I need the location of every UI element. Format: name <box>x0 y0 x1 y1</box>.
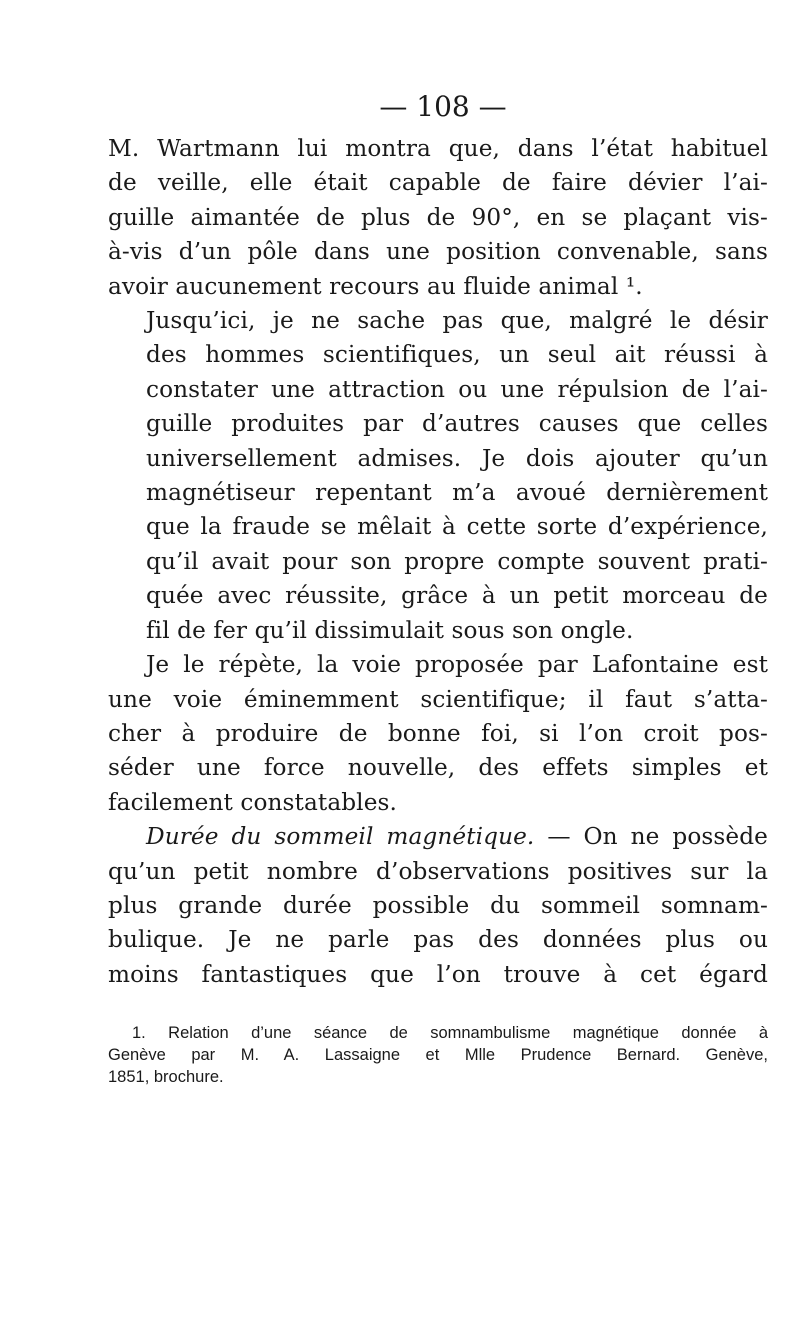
text-line: à-vis d’un pôle dans une position convenable, sans <box>108 238 768 266</box>
text-line: qu’il avait pour son propre compte souvent prati- <box>146 547 768 575</box>
document-page <box>108 88 768 1088</box>
text-line: M. Wartmann lui montra que, dans l’état habituel <box>108 135 768 162</box>
footnote <box>108 1022 768 1088</box>
text-line-with-heading <box>108 820 768 854</box>
text-line: facilement constatables. <box>108 788 397 816</box>
text-line: magnétiseur repentant m’a avoué dernièrement <box>146 479 768 507</box>
text-line: Jusqu’ici, je ne sache pas que, malgré le désir <box>146 307 768 335</box>
paragraph-3 <box>108 648 768 820</box>
paragraph-4 <box>108 820 768 992</box>
text-line: guille produites par d’autres causes que celles <box>146 410 768 438</box>
body-text <box>108 132 768 992</box>
text-line: de veille, elle était capable de faire dévier l’ai- <box>108 169 768 197</box>
text-line: quée avec réussite, grâce à un petit morceau de <box>146 582 768 610</box>
text-line: Je le répète, la voie proposée par Lafontaine est <box>146 651 768 679</box>
text-line: fil de fer qu’il dissimulait sous son ongle. <box>146 616 634 644</box>
text-line: qu’un petit nombre d’observations positives sur la <box>108 857 768 885</box>
text-fragment: — On ne possède <box>547 823 768 851</box>
text-line: plus grande durée possible du sommeil somnam- <box>108 891 768 919</box>
text-line: moins fantastiques que l’on trouve à cet égard <box>108 960 768 988</box>
text-line: bulique. Je ne parle pas des données plus ou <box>108 926 768 954</box>
paragraph-1 <box>108 132 768 304</box>
footnote-line: 1. Relation d’une séance de somnambulisme magnétique donnée à <box>132 1024 768 1043</box>
text-line: avoir aucunement recours au fluide animal ¹. <box>108 272 643 300</box>
text-line: séder une force nouvelle, des effets simples et <box>108 754 768 782</box>
page-number: — 108 — <box>379 90 507 123</box>
footnote-line: Genève par M. A. Lassaigne et Mlle Prudence Bernard. Genève, <box>108 1046 768 1065</box>
text-line: universellement admises. Je dois ajouter qu’un <box>146 444 768 472</box>
text-line: guille aimantée de plus de 90°, en se plaçant vis- <box>108 203 768 231</box>
paragraph-2 <box>108 304 768 648</box>
text-line: cher à produire de bonne foi, si l’on croit pos- <box>108 719 768 747</box>
text-line: constater une attraction ou une répulsion de l’ai- <box>146 375 768 403</box>
text-line: une voie éminemment scientifique; il faut s’atta- <box>108 685 768 713</box>
text-line: que la fraude se mêlait à cette sorte d’expérience, <box>146 513 768 541</box>
footnote-line: 1851, brochure. <box>108 1068 224 1087</box>
section-heading: Durée du sommeil magnétique. <box>146 823 535 851</box>
text-line: des hommes scientifiques, un seul ait réussi à <box>146 341 768 369</box>
